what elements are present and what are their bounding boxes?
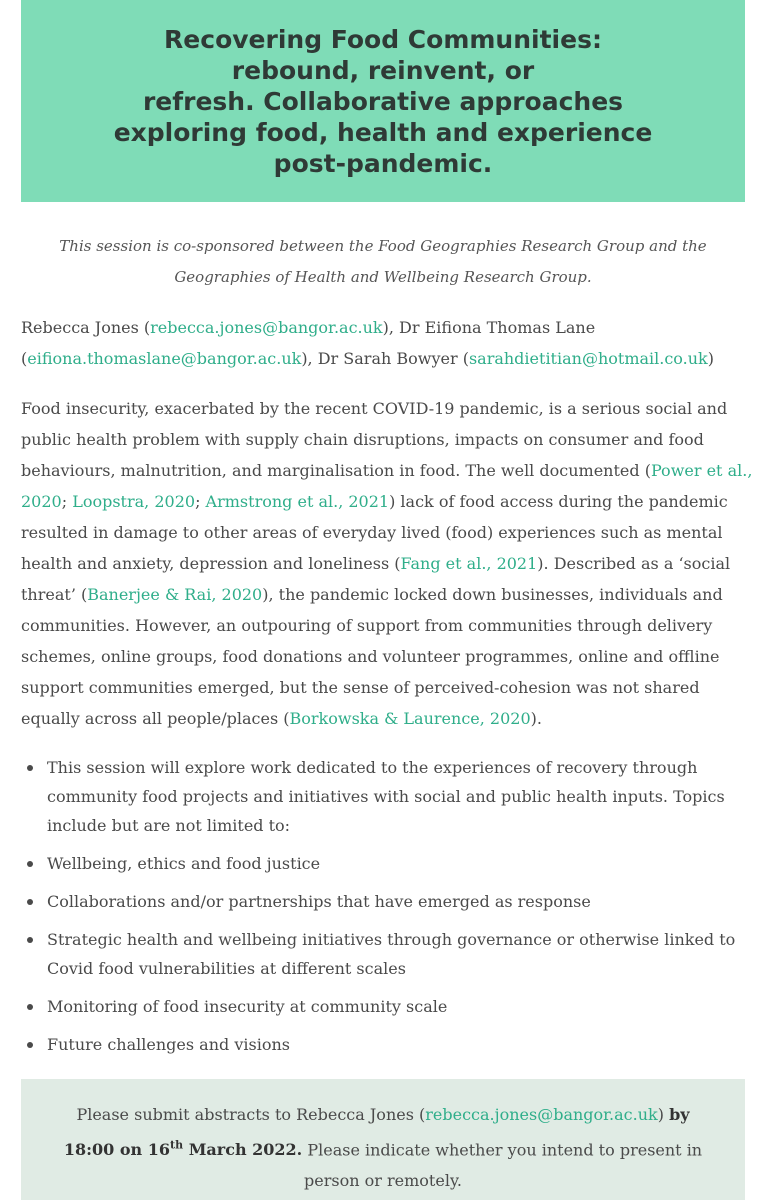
- title-line: rebound, reinvent, or: [231, 55, 535, 85]
- title-line: post-pandemic.: [273, 148, 493, 178]
- list-item: [21, 992, 745, 1021]
- citation-link[interactable]: Banerjee & Rai, 2020: [87, 585, 263, 604]
- text: equally across all people/places (: [21, 709, 290, 728]
- body-line: communities. However, an outpouring of support from communities through delivery: [21, 616, 713, 635]
- body-line: public health problem with supply chain disruptions, impacts on consumer and food: [21, 430, 704, 449]
- author-name: ), Dr Eifiona Thomas Lane: [382, 318, 596, 337]
- list-item: [21, 1030, 745, 1059]
- text: ).: [530, 709, 542, 728]
- citation-link[interactable]: Power et al.,: [650, 461, 753, 480]
- title-line: refresh. Collaborative approaches: [142, 86, 624, 116]
- footer-line: [21, 1130, 745, 1165]
- text: Please submit abstracts to Rebecca Jones (: [76, 1105, 426, 1124]
- paren: ): [707, 349, 714, 368]
- text: health and anxiety, depression and loneliness (: [21, 554, 401, 573]
- email-link[interactable]: rebecca.jones@bangor.ac.uk: [425, 1105, 658, 1124]
- title-banner: [21, 0, 745, 202]
- list-item: [21, 849, 745, 878]
- list-item-text: include but are not limited to:: [47, 816, 291, 835]
- text: ): [657, 1105, 670, 1124]
- body-line: [21, 548, 751, 579]
- topics-list: [21, 753, 745, 1068]
- list-item-text: Covid food vulnerabilities at different scales: [47, 959, 406, 978]
- text: Please indicate whether you intend to present in: [302, 1140, 703, 1160]
- citation-link[interactable]: Borkowska & Laurence, 2020: [289, 709, 531, 728]
- deadline-text: by: [669, 1105, 690, 1124]
- body-line: [21, 455, 751, 486]
- authors-line: [21, 343, 751, 374]
- body-line: [21, 486, 751, 517]
- list-item-text: This session will explore work dedicated to the experiences of recovery through: [47, 758, 698, 777]
- email-link[interactable]: eifiona.thomaslane@bangor.ac.uk: [27, 349, 302, 368]
- author-name: Rebecca Jones (: [21, 318, 151, 337]
- list-item-text: Wellbeing, ethics and food justice: [47, 854, 321, 873]
- body-paragraph: [21, 393, 751, 734]
- body-line: support communities emerged, but the sense of perceived-cohesion was not shared: [21, 678, 700, 697]
- text: ;: [61, 492, 73, 511]
- intro-line: This session is co-sponsored between the Food Geographies Research Group and the: [59, 237, 707, 255]
- author-name: ), Dr Sarah Bowyer (: [301, 349, 469, 368]
- list-item: [21, 753, 745, 840]
- title-line: exploring food, health and experience: [113, 117, 653, 147]
- authors-paragraph: [21, 312, 751, 374]
- list-item: [21, 887, 745, 916]
- footer-line: [21, 1099, 745, 1130]
- citation-link[interactable]: Armstrong et al., 2021: [205, 492, 390, 511]
- body-line: [21, 579, 751, 610]
- text: March 2022.: [183, 1140, 303, 1160]
- page-title: [114, 24, 653, 179]
- list-item-text: Monitoring of food insecurity at community scale: [47, 997, 448, 1016]
- body-line: resulted in damage to other areas of everyday lived (food) experiences such as mental: [21, 523, 723, 542]
- text: th: [170, 1139, 184, 1152]
- text: 18:00 on 16: [63, 1140, 171, 1160]
- email-link[interactable]: rebecca.jones@bangor.ac.uk: [150, 318, 383, 337]
- text: ;: [195, 492, 206, 511]
- citation-link[interactable]: Fang et al., 2021: [400, 554, 538, 573]
- text: ). Described as a ‘social: [537, 554, 731, 573]
- paren: (: [21, 349, 28, 368]
- submission-box: [21, 1079, 745, 1200]
- deadline-text: [64, 1140, 302, 1159]
- title-line: Recovering Food Communities:: [164, 24, 602, 54]
- body-line: schemes, online groups, food donations and volunteer programmes, online and offline: [21, 647, 720, 666]
- text: behaviours, malnutrition, and marginalisation in food. The well documented (: [21, 461, 651, 480]
- list-item-text: community food projects and initiatives with social and public health inputs. Topics: [47, 787, 725, 806]
- email-link[interactable]: sarahdietitian@hotmail.co.uk: [468, 349, 708, 368]
- list-item-text: Collaborations and/or partnerships that have emerged as response: [47, 892, 591, 911]
- list-item-text: Strategic health and wellbeing initiatives through governance or otherwise linked to: [47, 930, 736, 949]
- text: threat’ (: [21, 585, 88, 604]
- list-item-text: Future challenges and visions: [47, 1035, 290, 1054]
- footer-line: person or remotely.: [304, 1171, 462, 1191]
- body-line: [21, 703, 751, 734]
- citation-link[interactable]: Loopstra, 2020: [72, 492, 196, 511]
- text: ), the pandemic locked down businesses, individuals and: [262, 585, 723, 604]
- text: ) lack of food access during the pandemic: [389, 492, 728, 511]
- intro-line: Geographies of Health and Wellbeing Research Group.: [174, 268, 592, 286]
- sponsor-note: [21, 231, 745, 293]
- citation-link[interactable]: 2020: [21, 492, 62, 511]
- authors-line: [21, 312, 751, 343]
- body-line: Food insecurity, exacerbated by the recent COVID-19 pandemic, is a serious social and: [21, 399, 728, 418]
- list-item: [21, 925, 745, 983]
